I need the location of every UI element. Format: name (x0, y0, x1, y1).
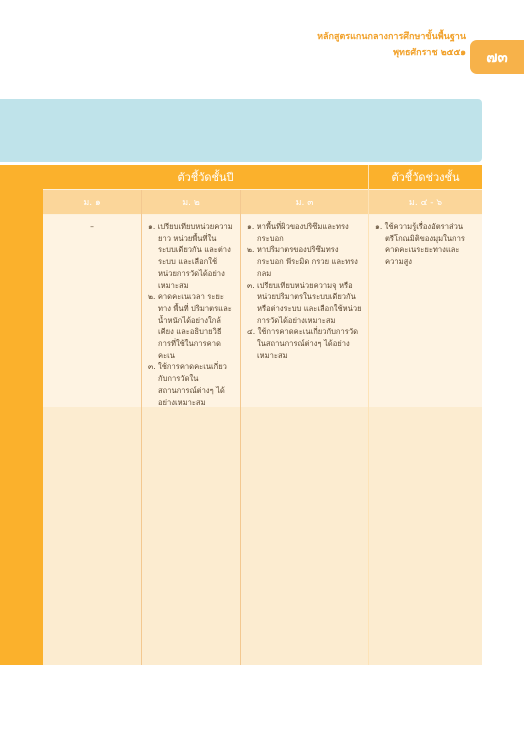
indicator-m2-3: ๓. ใช้การคาดคะเนเกี่ยวกับการวัดในสถานการณ์ต่างๆ ได้อย่างเหมาะสม (148, 362, 227, 407)
indicator-m3-3: ๓. เปรียบเทียบหน่วยความจุ หรือหน่วยปริมาตรในระบบเดียวกันหรือต่างระบบ และเลือกใช้หน่วยการวัดได้อย่างเหมาะสม (247, 280, 362, 325)
indicator-m3-4: ๔. ใช้การคาดคะเนเกี่ยวกับการวัดในสถานการณ์ต่างๆ ได้อย่างเหมาะสม (247, 327, 359, 360)
header-range-indicators-label: ตัวชี้วัดช่วงชั้น (391, 171, 460, 184)
cell-m2 (142, 215, 240, 407)
column-divider (240, 190, 241, 665)
lower-empty-area (43, 407, 482, 665)
cell-m4-6 (369, 215, 482, 407)
header-m3: ม. ๓ (241, 190, 368, 214)
header-grade-indicators (43, 165, 368, 189)
indicator-m2-1: ๑. เปรียบเทียบหน่วยความยาว หน่วยพื้นที่ในระบบเดียวกัน และต่างระบบ และเลือกใช้หน่วยการวัดได้อย่างเหมาะสม (148, 222, 233, 290)
column-divider (141, 190, 142, 665)
standard-banner (0, 99, 482, 162)
header-m2: ม. ๒ (142, 190, 240, 214)
running-header-title: หลักสูตรแกนกลางการศึกษาขั้นพื้นฐาน (317, 32, 466, 42)
cell-m1: – (43, 215, 141, 407)
header-m1: ม. ๑ (43, 190, 141, 214)
indicator-m3-2: ๒. หาปริมาตรของปริซึมทรงกระบอก พีระมิด กรวย และทรงกลม (247, 245, 358, 278)
header-grade-indicators-label: ตัวชี้วัดชั้นปี (177, 171, 234, 184)
indicator-m46-1: ๑. ใช้ความรู้เรื่องอัตราส่วนตรีโกณมิติของมุมในการคาดคะเนระยะทางและความสูง (375, 222, 465, 267)
header-m4-6: ม. ๔ - ๖ (369, 190, 482, 214)
running-header-year: พุทธศักราช ๒๕๕๑ (393, 48, 466, 58)
header-range-indicators (369, 165, 482, 189)
page-number: ๗๓ (470, 40, 524, 74)
indicator-m2-2: ๒. คาดคะเนเวลา ระยะทาง พื้นที่ ปริมาตรและน้ำหนักได้อย่างใกล้เคียง และอธิบายวิธีการที่ใช้ในการคาดคะเน (148, 292, 232, 360)
cell-m3 (241, 215, 368, 407)
column-divider (368, 165, 369, 665)
strand-column (0, 165, 43, 665)
indicator-m3-1: ๑. หาพื้นที่ผิวของปริซึมและทรงกระบอก (247, 222, 349, 243)
indicator-table (0, 165, 482, 665)
